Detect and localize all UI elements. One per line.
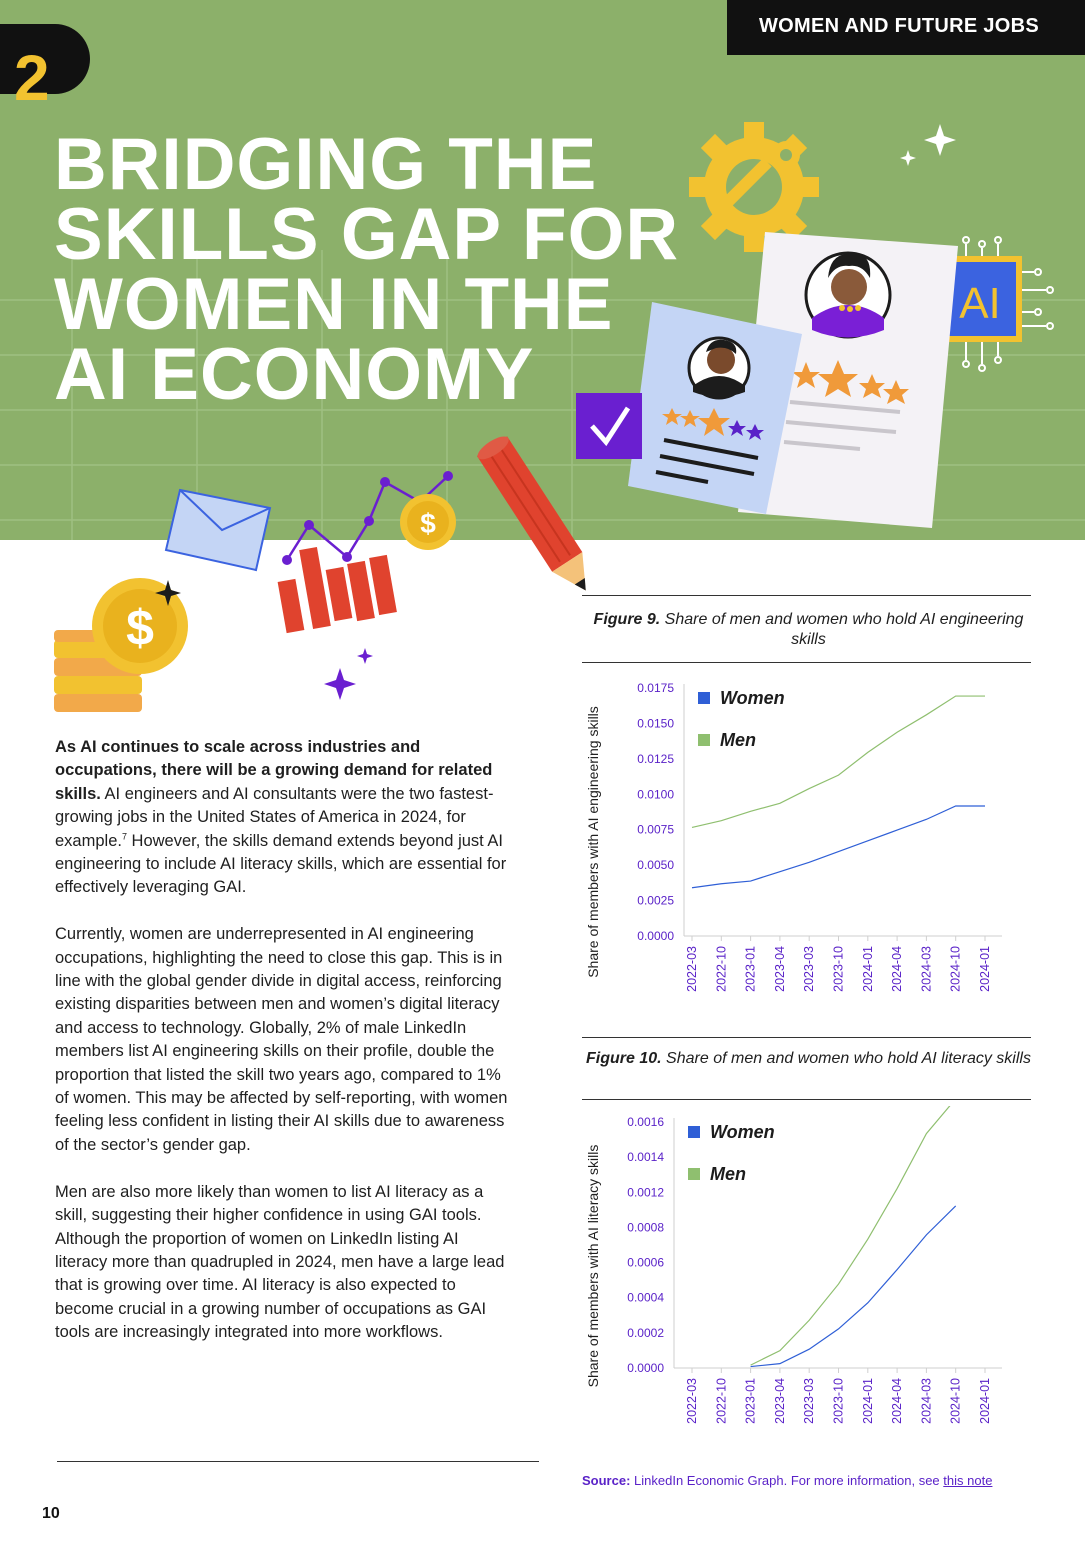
y-tick-label: 0.0006 xyxy=(627,1255,664,1270)
legend-swatch-women xyxy=(698,692,710,704)
x-tick-label: 2022-03 xyxy=(685,946,699,992)
legend-label-women: Women xyxy=(720,688,785,708)
x-tick-label: 2023-10 xyxy=(831,1378,846,1424)
y-tick-label: 0.0002 xyxy=(627,1325,664,1340)
x-tick-label: 2024-10 xyxy=(948,1378,963,1424)
x-tick-label: 2024-01 xyxy=(978,946,992,992)
dollar-coin-icon xyxy=(400,494,456,550)
y-tick-label: 0.0125 xyxy=(637,751,674,766)
y-axis-title: Share of members with AI engineering skills xyxy=(585,706,601,978)
y-tick-label: 0.0004 xyxy=(627,1290,664,1305)
legend-swatch-women xyxy=(688,1126,700,1138)
body-bottom-rule xyxy=(57,1461,539,1462)
y-axis-title: Share of members with AI literacy skills xyxy=(585,1144,601,1388)
y-tick-label: 0.0012 xyxy=(627,1185,664,1200)
footnote-ref[interactable]: 7 xyxy=(121,831,127,842)
y-tick-label: 0.0008 xyxy=(627,1220,664,1235)
x-tick-label: 2024-01 xyxy=(860,1378,875,1424)
y-tick-label: 0.0175 xyxy=(637,681,674,695)
paragraph-1 xyxy=(55,736,510,900)
figure10-caption-text: Share of men and women who hold AI literacy skills xyxy=(661,1050,1031,1067)
x-tick-label: 2024-10 xyxy=(948,946,963,992)
figure10-chart xyxy=(580,1106,1040,1446)
figure9-caption-rule xyxy=(582,662,1031,663)
y-tick-label: 0.0025 xyxy=(637,893,674,908)
source-label: Source: xyxy=(582,1473,631,1488)
x-tick-label: 2022-03 xyxy=(685,1378,699,1424)
coin-symbol: $ xyxy=(420,508,436,539)
series-line-women xyxy=(751,1206,956,1367)
y-tick-label: 0.0016 xyxy=(627,1115,664,1129)
paragraph-1-lead: As AI continues to scale across industries and occupations, there will be a growing demand for related skills. xyxy=(55,738,493,803)
gear-wrench-icon xyxy=(689,122,819,252)
envelope-icon xyxy=(166,490,270,570)
paragraph-1-text-a: AI engineers and AI consultants were the two fastest-growing jobs in the United States of America in 2024, for example. xyxy=(55,784,494,850)
series-line-men xyxy=(692,696,985,827)
x-tick-label: 2024-01 xyxy=(978,1378,992,1424)
y-tick-label: 0.0100 xyxy=(637,787,674,802)
source-note xyxy=(582,1473,992,1488)
legend-swatch-men xyxy=(688,1168,700,1180)
section-label: WOMEN AND FUTURE JOBS xyxy=(759,15,1040,37)
coin-stack-symbol: $ xyxy=(126,600,154,656)
legend-swatch-men xyxy=(698,734,710,746)
x-tick-label: 2023-03 xyxy=(802,1378,817,1424)
figure9-label: Figure 9. xyxy=(593,611,661,628)
page-number: 10 xyxy=(42,1505,60,1522)
figure9-top-rule xyxy=(582,595,1031,596)
title-line-3: WOMEN IN THE xyxy=(54,264,614,345)
figure9-bottom-rule xyxy=(582,1037,1031,1038)
y-tick-label: 0.0000 xyxy=(637,929,674,943)
y-tick-label: 0.0014 xyxy=(627,1150,664,1165)
x-tick-label: 2024-03 xyxy=(919,1378,934,1424)
source-text: LinkedIn Economic Graph. For more information, see xyxy=(630,1473,944,1488)
y-tick-label: 0.0000 xyxy=(627,1361,664,1375)
y-tick-label: 0.0075 xyxy=(637,822,674,837)
checkbox-icon xyxy=(576,393,642,459)
series-line-women xyxy=(692,806,985,888)
y-tick-label: 0.0150 xyxy=(637,716,674,731)
title-line-1: BRIDGING THE xyxy=(54,124,598,205)
x-tick-label: 2023-04 xyxy=(772,946,787,992)
figure9-caption xyxy=(585,610,1032,650)
x-tick-label: 2023-01 xyxy=(743,946,758,992)
x-tick-label: 2023-03 xyxy=(802,946,817,992)
figure10-caption-rule xyxy=(582,1099,1031,1100)
x-tick-label: 2024-01 xyxy=(860,946,875,992)
x-tick-label: 2023-04 xyxy=(772,1378,787,1424)
y-tick-label: 0.0050 xyxy=(637,858,674,873)
x-tick-label: 2024-04 xyxy=(890,946,905,992)
paragraph-2: Currently, women are underrepresented in AI engineering occupations, highlighting the need to close this gap. This is in line with the global gender divide in digital access, reinforcing existing disparities between men and women’s digital literacy and access to technology. Globally, 2% of male LinkedIn members list AI engineering skills on their profile, double the proportion that listed the skill two years ago, compared to 1% of women. This may be affected by self-reporting, with women feeling less confident in listing their AI skills due to awareness of the sector’s gender gap. xyxy=(55,925,508,1154)
figure9-caption-text: Share of men and women who hold AI engineering skills xyxy=(660,611,1024,648)
figure9-chart xyxy=(580,670,1040,1028)
x-tick-label: 2022-10 xyxy=(714,1378,729,1424)
sparkle-icon xyxy=(900,124,956,166)
figure10-label: Figure 10. xyxy=(586,1050,662,1067)
chapter-number: 2 xyxy=(14,42,50,114)
x-tick-label: 2024-04 xyxy=(890,1378,905,1424)
figure10-caption xyxy=(585,1049,1032,1069)
series-line-men xyxy=(751,1106,956,1365)
title-line-2: SKILLS GAP FOR xyxy=(54,194,680,275)
body-text xyxy=(55,736,510,1368)
ai-chip-label: AI xyxy=(959,279,1001,328)
source-link[interactable]: this note xyxy=(943,1473,993,1488)
x-tick-label: 2022-10 xyxy=(714,946,729,992)
legend-label-men: Men xyxy=(710,1164,746,1184)
x-tick-label: 2023-10 xyxy=(831,946,846,992)
title-line-4: AI ECONOMY xyxy=(54,334,535,415)
x-tick-label: 2023-01 xyxy=(743,1378,758,1424)
paragraph-3: Men are also more likely than women to list AI literacy as a skill, suggesting their higher confidence in using GAI tools. Although the proportion of women on LinkedIn listing AI literacy more than quadrupled in 2024, men have a large lead that is growing over time. AI literacy is also expected to become crucial in a growing number of occupations as GAI tools are increasingly integrated into more workflows. xyxy=(55,1182,505,1342)
x-tick-label: 2024-03 xyxy=(919,946,934,992)
legend-label-men: Men xyxy=(720,730,756,750)
legend-label-women: Women xyxy=(710,1122,775,1142)
paragraph-1-text-b: However, the skills demand extends beyond just AI engineering to include AI literacy skills, which are essential for effectively leveraging GAI. xyxy=(55,831,507,897)
